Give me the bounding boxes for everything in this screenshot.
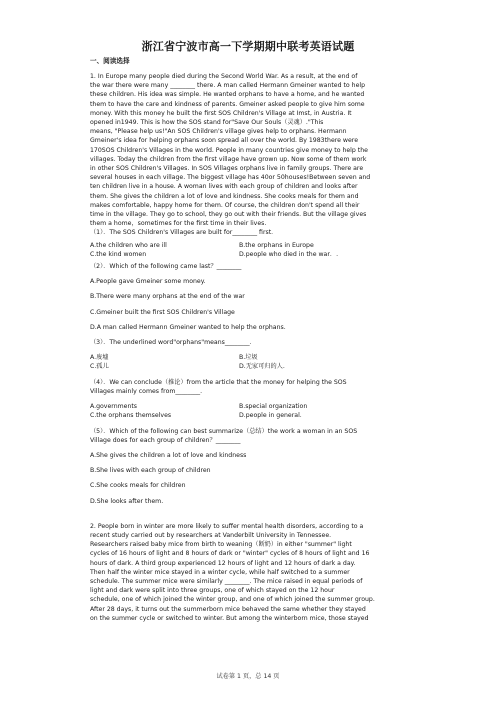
page-title: 浙江省宁波市高一下学期期中联考英语试题: [141, 40, 355, 53]
option-c: C.孤儿: [90, 363, 109, 371]
page-number: 试卷第 1 页，总 14 页: [216, 673, 280, 680]
document-body: [90, 72, 420, 623]
passage-line: 2. People born in winter are more likely to suffer mental health disorders, according to a: [90, 522, 364, 530]
question-stem: （2）．Which of the following came last？________: [90, 263, 242, 271]
passage-line: villages. Today the children from the first village have grown up. Now some of them work: [90, 155, 367, 163]
passage-line: cycles of 16 hours of light and 8 hours of dark or "winter" cycles of 8 hours of light and 16: [90, 550, 370, 558]
passage-line: several houses in each village. The biggest village has 40or 50houses!Between seven and: [90, 174, 371, 182]
passage-2: [90, 522, 420, 623]
question-stem: （3）．The underlined word"orphans"means________．: [90, 339, 256, 347]
option-d: D.people who died in the war．.: [239, 250, 339, 258]
option-d: D.A man called Hermann Gmeiner wanted to help the orphans.: [90, 323, 286, 331]
option-c: C.Gmeiner built the first SOS Children's Village: [90, 308, 235, 316]
page-footer: [0, 671, 496, 680]
option-b: B.There were many orphans at the end of the war: [90, 293, 245, 301]
question-3: [90, 338, 420, 372]
passage-line: After 28 days, it turns out the summerborn mice behaved the same whether they stayed: [90, 605, 366, 613]
option-a: A.the children who are ill: [90, 241, 167, 249]
passage-line: them. She gives the children a lot of love and kindness. She cooks meals for them and: [90, 192, 359, 200]
passage-line: ten children live in a house. A woman lives with each group of children and looks after: [90, 183, 358, 191]
passage-line: 1. In Europe many people died during the Second World War. As a result, at the end of: [90, 73, 358, 80]
option-c: C.the kind women: [90, 250, 147, 258]
option-d: D.无家可归的人.: [239, 363, 285, 371]
option-b: B.垃圾: [239, 354, 258, 362]
option-d: D.people in general．: [239, 412, 306, 420]
passage-1: [90, 72, 420, 228]
option-c: C.She cooks meals for children: [90, 482, 186, 490]
passage-line: means, "Please help us!"An SOS Children's village gives help to orphans. Hermann: [90, 128, 347, 136]
question-4: [90, 378, 420, 421]
option-a: A.废墟: [90, 354, 109, 362]
question-1: [90, 228, 420, 259]
passage-line: the war there were many ________ there. A man called Hermann Gmeiner wanted to help: [90, 82, 366, 90]
option-a: A.People gave Gmeiner some money.: [90, 278, 206, 286]
question-stem: Village does for each group of children？________: [90, 436, 241, 444]
question-stem: （4）．We can conclude（推论）from the article that the money for helping the SOS: [90, 378, 347, 386]
passage-line: these children. His idea was simple. He wanted orphans to have a home, and he wanted: [90, 91, 365, 99]
passage-line: hours of dark. A third group experienced 12 hours of light and 12 hours of dark a day.: [90, 559, 356, 567]
passage-line: in other SOS Children's Villages. In SOS Villages orphans live in family groups. There are: [90, 165, 364, 173]
passage-line: them to have the care and kindness of parents. Gmeiner asked people to give him some: [90, 100, 365, 108]
option-c: C.the orphans themselves: [90, 412, 172, 420]
passage-line: money. With this money he built the first SOS Children's Village at Imst, in Austria. It: [90, 109, 352, 117]
section-heading: 一、阅读选择: [90, 57, 130, 65]
passage-line: on the summer cycle or switched to winter. But among the winterborn mice, those stayed: [90, 614, 369, 622]
passage-line: opened in1949. This is how the SOS stand for"Save Our Souls（灵魂）."This: [90, 119, 324, 127]
option-a: A.She gives the children a lot of love and kindness: [90, 451, 247, 459]
option-d: D.She looks after them.: [90, 497, 164, 505]
question-2: [90, 262, 420, 332]
passage-line: light and dark were split into three groups, one of which stayed on the 12 hour: [90, 587, 335, 595]
question-stem: （5）．Which of the following can best summarize（总结）the work a woman in an SOS: [90, 427, 358, 435]
option-a: A.governments: [90, 403, 138, 411]
passage-line: Researchers raised baby mice from birth to weaning（断奶）in either "summer" light: [90, 541, 352, 549]
passage-line: them a home，sometimes for the first time in their lives.: [90, 220, 267, 228]
option-b: B.the orphans in Europe: [239, 241, 314, 249]
question-stem: （1）．The SOS Children's Villages are built for________ first．: [90, 229, 278, 237]
question-stem: Villages mainly comes from________.: [90, 387, 203, 395]
passage-line: recent study carried out by researchers at Vanderbilt University in Tennessee.: [90, 531, 332, 539]
passage-line: Then half the winter mice stayed in a winter cycle, while half switched to a summer: [90, 568, 350, 576]
option-b: B.She lives with each group of children: [90, 467, 211, 475]
passage-line: Gmeiner's idea for helping orphans soon spread all over the world. By 1983there were: [90, 137, 359, 145]
option-b: B.special organization: [239, 403, 308, 411]
passage-line: schedule, one of which joined the winter group, and one of which joined the summer group.: [90, 596, 375, 604]
passage-line: time in the village. They go to school, they go out with their friends. But the village gives: [90, 211, 367, 219]
question-5: [90, 427, 420, 506]
passage-line: schedule. The summer mice were similarly ________. The mice raised in equal periods of: [90, 577, 363, 585]
passage-line: makes comfortable, happy home for them. Of course, the children don't spend all their: [90, 201, 360, 209]
passage-line: 170SOS Children's Villages in the world. People in many countries give money to help the: [90, 146, 368, 154]
